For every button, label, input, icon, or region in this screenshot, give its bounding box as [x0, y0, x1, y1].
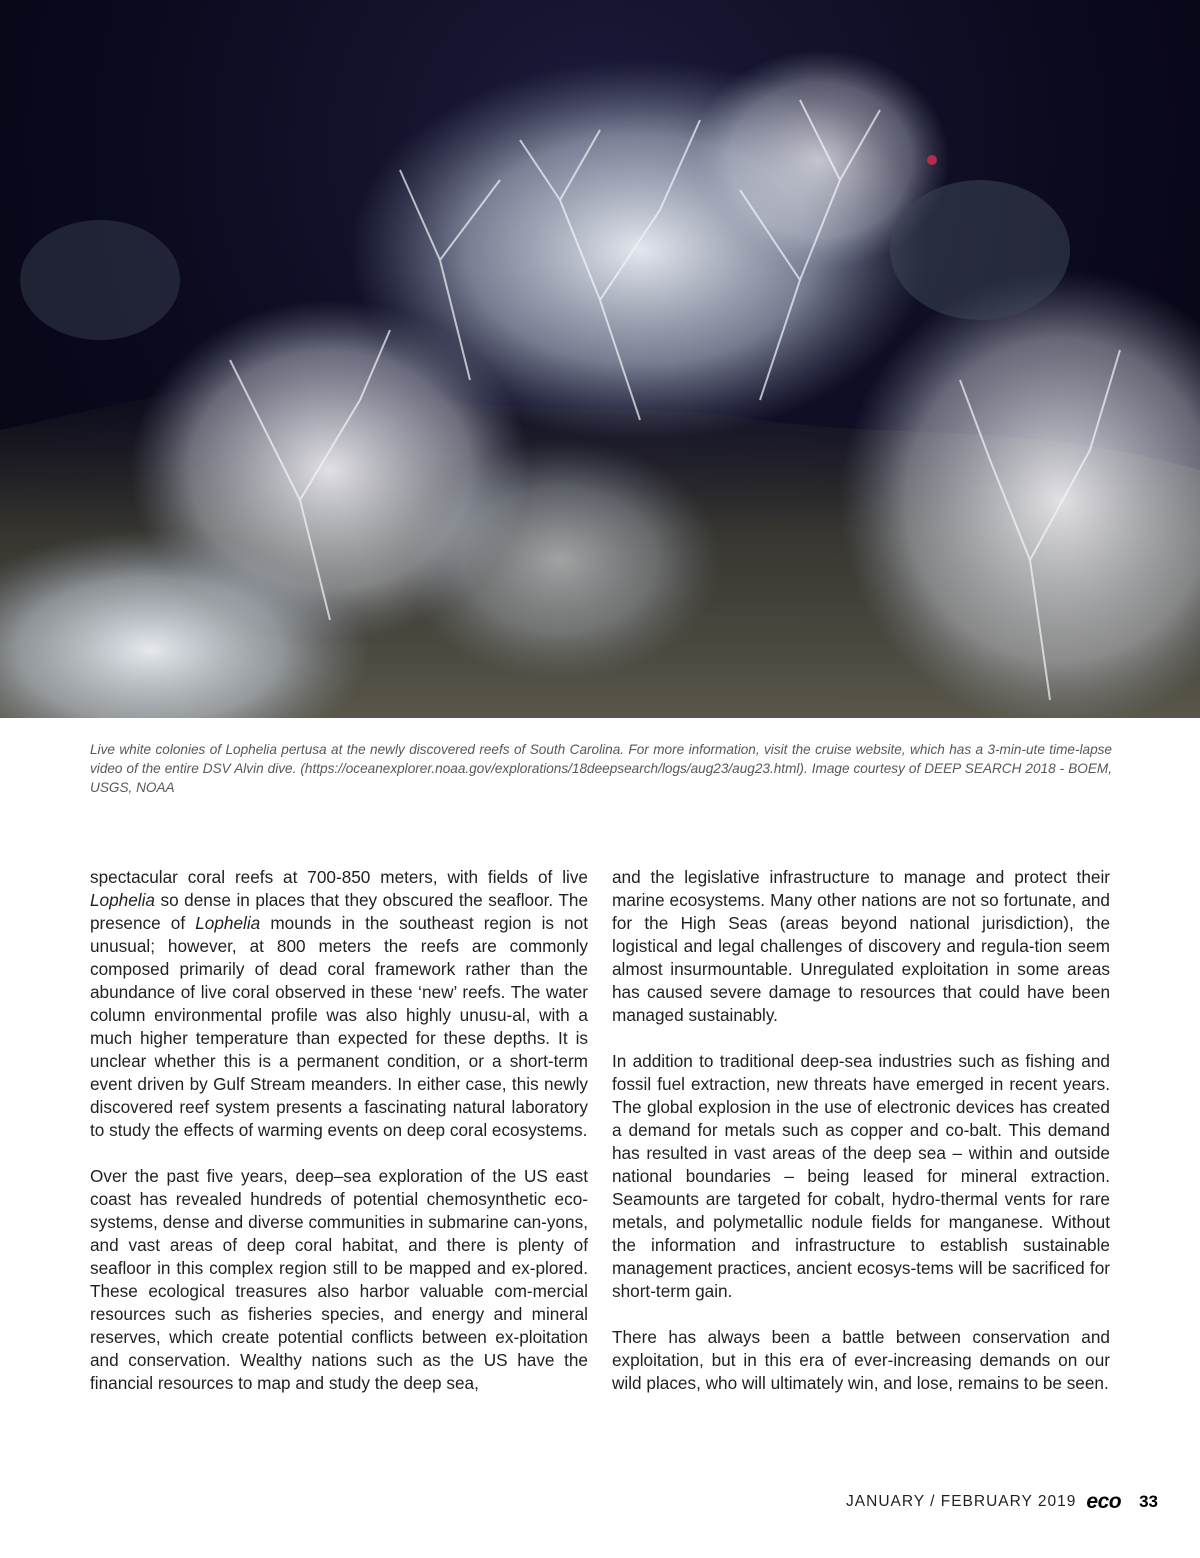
- species-name: Lophelia: [90, 890, 155, 910]
- article-paragraph: Over the past five years, deep–sea exploration of the US east coast has revealed hundreds of potential chemosynthetic eco-systems, dense and diverse communities in submarine can-yons, and vast areas of deep coral habitat, and there is plenty of seafloor in this complex region still to be mapped and ex-plored. These ecological treasures also harbor valuable com-mercial resources such as fisheries species, and energy and mineral reserves, which create potential conflicts between ex-ploitation and conservation. Wealthy nations such as the US have the financial resources to map and study the deep sea,: [90, 1166, 588, 1393]
- issue-date: JANUARY / FEBRUARY 2019: [846, 1493, 1077, 1510]
- article-column-left: [90, 866, 588, 1418]
- article-paragraph: and the legislative infrastructure to manage and protect their marine ecosystems. Many other nations are not so fortunate, and for the High Seas (areas beyond national jurisdiction), the logistical and legal challenges of discovery and regula-tion seem almost insurmountable. Unregulated exploitation in some areas has caused severe damage to resources that could have been managed sustainably.: [612, 867, 1110, 1025]
- paragraph-text: mounds in the southeast region is not unusual; however, at 800 meters the reefs are commonly composed primarily of dead coral framework rather than the abundance of live coral observed in these ‘new’ reefs. The water column environmental profile was also highly unusu-al, with a much higher temperature than expected for these depths. It is unclear whether this is a permanent condition, or a short-term event driven by Gulf Stream meanders. In either case, this newly discovered reef system presents a fascinating natural laboratory to study the effects of warming events on deep coral ecosystems.: [90, 913, 588, 1140]
- article-paragraph: There has always been a battle between conservation and exploitation, but in this era of ever-increasing demands on our wild places, who will ultimately win, and lose, remains to be seen.: [612, 1327, 1110, 1393]
- page-footer: [846, 1489, 1158, 1515]
- magazine-logo: eco: [1086, 1490, 1122, 1513]
- article-paragraph: [90, 866, 588, 1142]
- coral-reef-photo: [0, 0, 1200, 718]
- paragraph-text: so dense in places that they obscured the seafloor. The presence of: [90, 890, 588, 933]
- species-name: Lophelia: [195, 913, 261, 933]
- article-column-right: [612, 866, 1110, 1418]
- page-number: 33: [1139, 1492, 1158, 1511]
- coral-illustration: [0, 0, 1200, 718]
- photo-caption: Live white colonies of Lophelia pertusa at the newly discovered reefs of South Carolina. For more information, visit the cruise website, which has a 3-min-ute time-lapse video of the entire DSV Alvin dive. (https://oceanexplorer.noaa.gov/explorations/18deepsearch/logs/aug23/aug23.html). Image courtesy of DEEP SEARCH 2018 - BOEM, USGS, NOAA: [90, 742, 1112, 795]
- article-paragraph: In addition to traditional deep-sea industries such as fishing and fossil fuel extraction, new threats have emerged in recent years. The global explosion in the use of electronic devices has created a demand for metals such as copper and co-balt. This demand has resulted in vast areas of the deep sea – within and outside national boundaries – being leased for mineral extraction. Seamounts are targeted for cobalt, hydro-thermal vents for rare metals, and polymetallic nodule fields for manganese. Without the information and infrastructure to establish sustainable management practices, ancient ecosys-tems will be sacrificed for short-term gain.: [612, 1051, 1110, 1301]
- paragraph-text: spectacular coral reefs at 700-850 meters, with fields of live: [90, 867, 588, 887]
